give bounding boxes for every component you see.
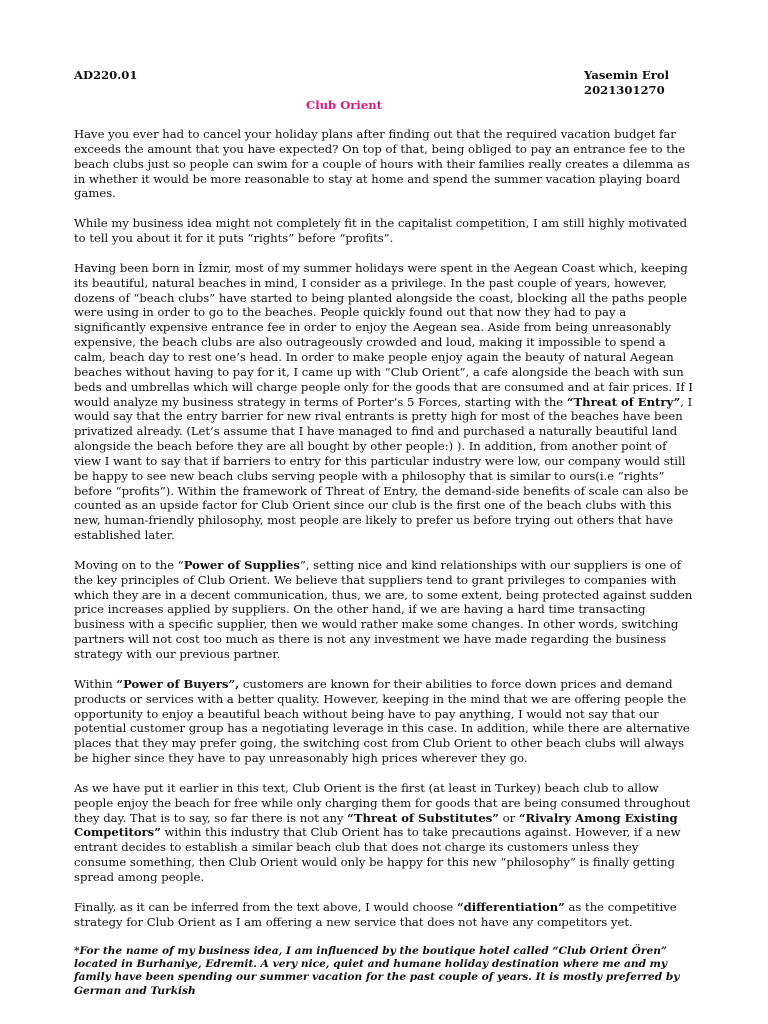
paragraph-1-text: Have you ever had to cancel your holiday plans after finding out that the required vacation budget far exceeds the amount that you have expected? On top of that, being obliged to pay an entrance fee to the beach clubs just so people can swim for a couple of hours with their families really creates a dilemma as in whether it would be more reasonable to stay at home and spend the summer vacation playing board games.: [74, 127, 690, 201]
author-block: [584, 68, 669, 98]
document-title: Club Orient: [306, 98, 382, 112]
paragraph-2: [74, 216, 694, 246]
author-name: Yasemin Erol: [584, 68, 670, 82]
term-power-of-buyers: “Power of Buyers”,: [116, 676, 240, 691]
paragraph-5-text-a: Within: [74, 676, 117, 691]
paragraph-7-text-b: as the competitive strategy for Club Orient as I am offering a new service that does not have any competitors yet.: [74, 899, 677, 929]
paragraph-4-text-a: Moving on to the “: [74, 557, 184, 572]
term-differentiation: “differentiation”: [456, 899, 565, 914]
paragraph-2-text: While my business idea might not completely fit in the capitalist competition, I am still highly motivated to tell you about it for it puts “rights” before “profits”.: [74, 216, 688, 246]
document-header: [74, 68, 694, 98]
paragraph-7: [74, 900, 694, 930]
paragraph-5-text-b: customers are known for their abilities to force down prices and demand products or services with a better quality. However, keeping in the mind that we are offering people the opportunity to enjoy a beautiful beach without being have to pay anything, I would not say that our potential customer group has a negotiating leverage in this case. In addition, while there are alternative places that they may prefer going, the switching cost from Club Orient to other beach clubs will always be higher since they have to pay unreasonably high prices wherever they go.: [74, 676, 690, 766]
paragraph-3-text-a: Having been born in İzmir, most of my summer holidays were spent in the Aegean Coast which, keeping its beautiful, natural beaches in mind, I consider as a privilege. In the past couple of years, however, dozens of “beach clubs” have started to being planted alongside the coast, blocking all the paths people were using in order to go to the beaches. People quickly found out that now they had to pay a significantly expensive entrance fee in order to enjoy the Aegean sea. Aside from being unreasonably expensive, the beach clubs are also outrageously crowded and loud, making it impossible to spend a calm, beach day to rest one’s head. In order to make people enjoy again the beauty of natural Aegean beaches without having to pay for it, I came up with “Club Orient”, a cafe alongside the beach with sun beds and umbrellas which will charge people only for the goods that are consumed and at fair prices. If I would analyze my business strategy in terms of Porter’s 5 Forces, starting with the: [74, 260, 693, 409]
term-power-of-supplies: Power of Supplies: [183, 557, 300, 572]
paragraph-3-text-b: , I would say that the entry barrier for new rival entrants is pretty high for most of the beaches have been privatized already. (Let’s assume that I have managed to find and purchased a naturally beautiful land alongside the beach before they are all bought by other people:) ). In addition, from another point of view I want to say that if barriers to entry for this particular industry were low, our company would still be happy to see new beach clubs serving people with a philosophy that is similar to ours(i.e “rights” before “profits”). Within the framework of Threat of Entry, the demand-side benefits of scale can also be counted as an upside factor for Club Orient since our club is the first one of the beach clubs with this new, human-friendly philosophy, most people are likely to prefer us before trying out others that have established later.: [74, 394, 693, 543]
paragraph-6-text-b: or: [498, 810, 519, 825]
term-threat-of-entry: “Threat of Entry”: [566, 394, 681, 409]
term-threat-of-substitutes: “Threat of Substitutes”: [347, 810, 499, 825]
paragraph-4: [74, 558, 694, 662]
footnote: *For the name of my business idea, I am influenced by the boutique hotel called “Club Orient Ören” located in Burhaniye, Edremit. A very nice, quiet and humane holiday destination where me and my family have been spending our summer vacation for the past couple of years. It is mostly preferred by German and Turkish: [74, 944, 680, 997]
paragraph-6-text-a: As we have put it earlier in this text, Club Orient is the first (at least in Turkey) beach club to allow people enjoy the beach for free while only charging them for goods that are being consumed throughout they day. That is to say, so far there is not any: [74, 780, 691, 825]
paragraph-5: [74, 677, 694, 766]
paragraph-4-text-b: ”, setting nice and kind relationships with our suppliers is one of the key principles of Club Orient. We believe that suppliers tend to grant privileges to companies with which they are in a decent communication, thus, we are, to some extent, being protected against sudden price increases applied by suppliers. On the other hand, if we are having a hard time transacting business with a specific supplier, then we would rather make some changes. In other words, switching partners will not cost too much as there is not any investment we have made regarding the business strategy with our previous partner.: [74, 557, 693, 661]
term-rivalry-among-competitors: “Rivalry Among Existing Competitors”: [74, 810, 678, 840]
student-id: 2021301270: [584, 83, 665, 97]
course-code: AD220.01: [74, 68, 138, 82]
paragraph-1: [74, 127, 694, 201]
paragraph-6-text-c: within this industry that Club Orient has to take precautions against. However, if a new entrant decides to establish a similar beach club that does not charge its customers unless they consume something, then Club Orient would only be happy for this new “philosophy” is finally getting spread among people.: [74, 825, 681, 884]
paragraph-3: [74, 261, 694, 543]
paragraph-6: [74, 781, 694, 885]
paragraph-7-text-a: Finally, as it can be inferred from the text above, I would choose: [74, 899, 457, 914]
